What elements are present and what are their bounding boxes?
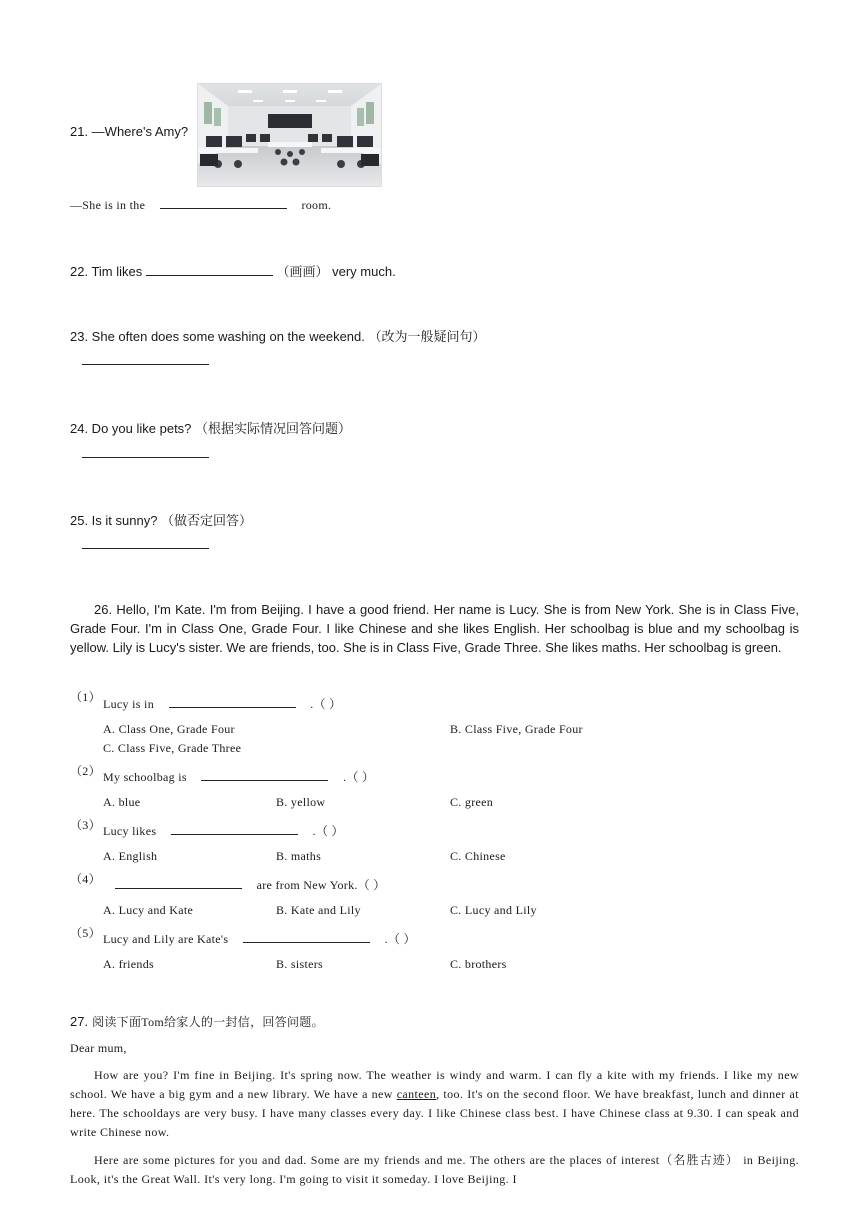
q26-item-3-num: （3） bbox=[70, 818, 101, 832]
q22-line bbox=[70, 261, 396, 280]
q26-item-4-stem-after: are from New York.（ ） bbox=[256, 878, 386, 892]
q25-question: 25. Is it sunny? （做否定回答） bbox=[70, 513, 253, 528]
q26-passage: 26. Hello, I'm Kate. I'm from Beijing. I have a good friend. Her name is Lucy. She is from New York. She is in Class Five, Grade Four. I'm in Class One, Grade Four. I like Chinese and she likes English. Her schoolbag is blue and my schoolbag is yellow. Lily is Lucy's sister. We are friends, too. She is in Class Five, Grade Three. She likes maths. Her schoolbag is green. bbox=[70, 602, 799, 655]
q26-item-4-option-c[interactable]: C. Lucy and Lily bbox=[450, 903, 537, 917]
q25-answer-blank[interactable] bbox=[82, 548, 209, 549]
q21-answer-line bbox=[70, 196, 331, 213]
q26-item-4-blank[interactable] bbox=[115, 876, 242, 889]
q27-heading-text: 阅读下面Tom给家人的一封信，回答问题。 bbox=[92, 1015, 324, 1029]
q23-question: 23. She often does some washing on the weekend. （改为一般疑问句） bbox=[70, 329, 486, 344]
q26-item-2-stem-before: My schoolbag is bbox=[103, 770, 187, 784]
q27-greeting: Dear mum, bbox=[70, 1041, 127, 1055]
q26-item-5-option-b[interactable]: B. sisters bbox=[276, 957, 324, 971]
computer-room-image bbox=[197, 83, 382, 187]
q26-item-1-stem-after: .（ ） bbox=[310, 697, 342, 711]
q27-heading bbox=[70, 1013, 324, 1031]
q26-item-5-stem-after: .（ ） bbox=[384, 932, 416, 946]
q26-item-1-blank[interactable] bbox=[169, 695, 296, 708]
q22-prefix: 22. Tim likes bbox=[70, 264, 143, 279]
q26-item-3-option-a[interactable]: A. English bbox=[103, 849, 158, 863]
q27-paragraph-1 bbox=[70, 1066, 799, 1142]
q26-item-5-num: （5） bbox=[70, 926, 101, 940]
q26-item-2-option-b[interactable]: B. yellow bbox=[276, 795, 326, 809]
q22-suffix: （画画） very much. bbox=[276, 264, 396, 279]
q27-p1-underlined-word: canteen bbox=[396, 1087, 437, 1101]
q26-item-2-option-c[interactable]: C. green bbox=[450, 795, 494, 809]
q26-item-2-num: （2） bbox=[70, 764, 101, 778]
q26-item-3-option-c[interactable]: C. Chinese bbox=[450, 849, 506, 863]
q26-item-3-option-b[interactable]: B. maths bbox=[276, 849, 322, 863]
q27-p1-after: , too. It's on the second floor. We have breakfast, lunch and dinner at here. The schooldays are very busy. I have many classes every day. I like Chinese class best. I have Chinese class at 9.30. I can speak and write Chinese now. bbox=[70, 1087, 799, 1139]
q26-item-3-stem bbox=[103, 822, 344, 839]
q26-item-1-option-a[interactable]: A. Class One, Grade Four bbox=[103, 722, 235, 736]
q27-p1-before: How are you? I'm fine in Beijing. It's spring now. The weather is windy and warm. I can fly a kite with my friends. I like my new school. We have a big gym and a new library. We have a new bbox=[70, 1068, 799, 1101]
q24-question: 24. Do you like pets? （根据实际情况回答问题） bbox=[70, 421, 352, 436]
q26-item-3-blank[interactable] bbox=[171, 822, 298, 835]
q27-heading-num: 27. bbox=[70, 1014, 89, 1029]
q26-item-5-blank[interactable] bbox=[243, 930, 370, 943]
q26-item-2-stem bbox=[103, 768, 374, 785]
q26-item-1-stem bbox=[103, 695, 341, 712]
q26-item-3-stem-before: Lucy likes bbox=[103, 824, 157, 838]
q21-answer-prefix: —She is in the bbox=[70, 198, 146, 212]
q21-answer-suffix: room. bbox=[301, 198, 332, 212]
q26-item-4-stem bbox=[115, 876, 386, 893]
q22-answer-blank[interactable] bbox=[146, 263, 273, 276]
q26-item-5-stem-before: Lucy and Lily are Kate's bbox=[103, 932, 229, 946]
q26-item-2-option-a[interactable]: A. blue bbox=[103, 795, 141, 809]
q24-answer-blank[interactable] bbox=[82, 457, 209, 458]
q21-answer-blank[interactable] bbox=[160, 196, 287, 209]
q21-question: 21. —Where's Amy? bbox=[70, 124, 189, 139]
q26-item-1-num: （1） bbox=[70, 690, 101, 704]
q26-item-5-stem bbox=[103, 930, 416, 947]
q26-item-1-option-b[interactable]: B. Class Five, Grade Four bbox=[450, 722, 583, 736]
q26-item-5-option-a[interactable]: A. friends bbox=[103, 957, 154, 971]
q26-item-3-stem-after: .（ ） bbox=[312, 824, 344, 838]
q26-item-2-stem-after: .（ ） bbox=[343, 770, 375, 784]
q26-item-4-option-a[interactable]: A. Lucy and Kate bbox=[103, 903, 194, 917]
q26-item-5-option-c[interactable]: C. brothers bbox=[450, 957, 507, 971]
q26-item-1-stem-before: Lucy is in bbox=[103, 697, 154, 711]
q26-item-2-blank[interactable] bbox=[201, 768, 328, 781]
q26-item-4-option-b[interactable]: B. Kate and Lily bbox=[276, 903, 361, 917]
q26-item-1-option-c[interactable]: C. Class Five, Grade Three bbox=[103, 741, 242, 755]
q26-item-4-num: （4） bbox=[70, 872, 101, 886]
q23-answer-blank[interactable] bbox=[82, 364, 209, 365]
q27-paragraph-2: Here are some pictures for you and dad. Some are my friends and me. The others are the places of interest（名胜古迹） in Beijing. Look, it's the Great Wall. It's very long. I'm going to visit it someday. I love Beijing. I bbox=[70, 1153, 799, 1186]
